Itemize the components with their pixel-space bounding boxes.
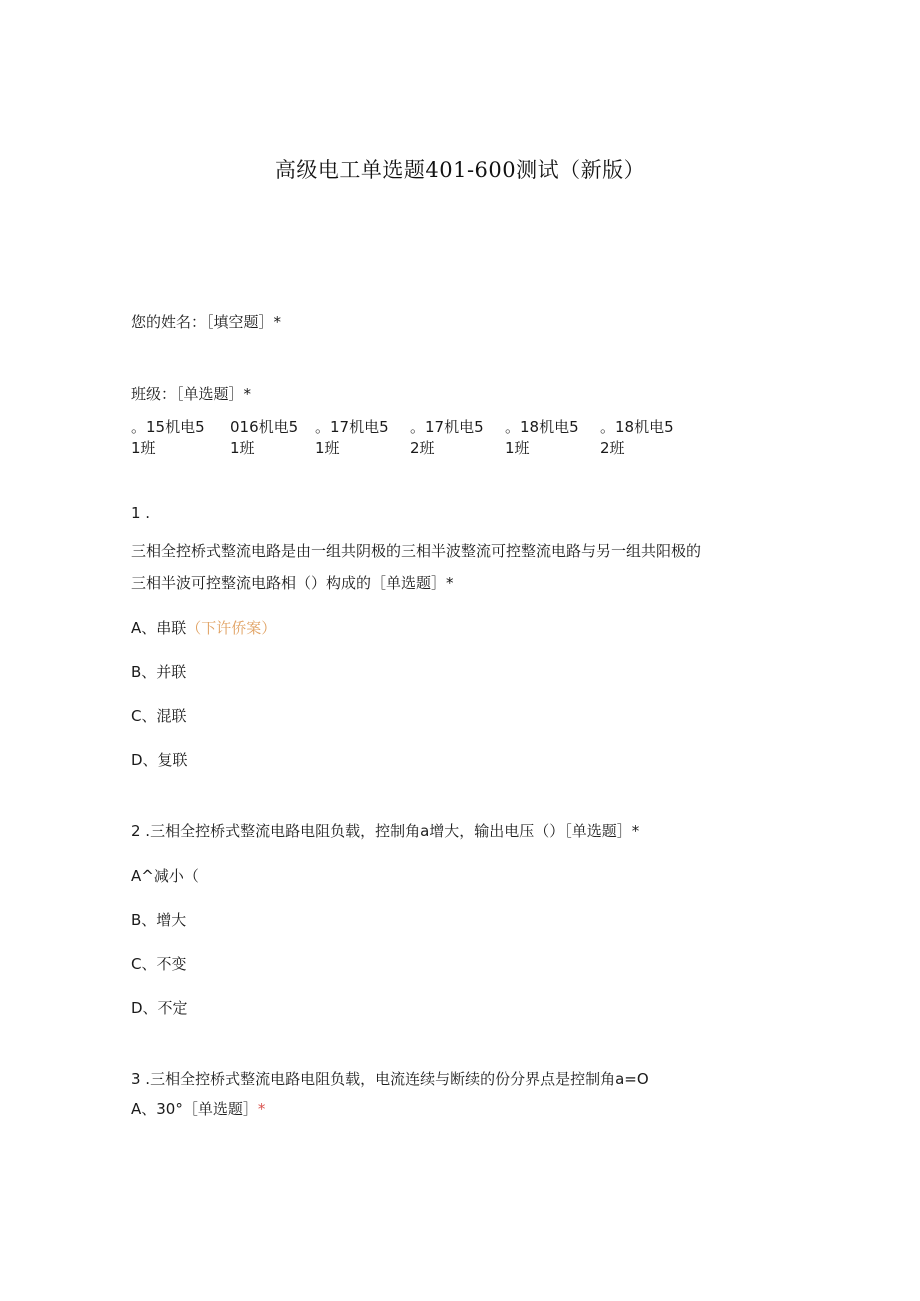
class-option-3[interactable] xyxy=(315,417,389,459)
question-2-option-c[interactable]: C、不变 xyxy=(131,955,187,973)
class-option-text: 。17机电5 xyxy=(315,418,389,436)
class-option-1[interactable] xyxy=(131,417,205,459)
class-option-text: 016机电5 xyxy=(230,418,299,436)
question-1-option-a[interactable] xyxy=(131,618,276,638)
question-1-text-line1: 三相全控桥式整流电路是由一组共阴极的三相半波整流可控整流电路与另一组共阳极的 xyxy=(131,542,702,560)
option-label: A、串联 xyxy=(131,619,187,637)
class-option-text: 。18机电5 xyxy=(600,418,674,436)
question-2-text: 2 .三相全控桥式整流电路电阻负载，控制角a增大，输出电压（）［单选题］* xyxy=(131,822,640,840)
question-1-number: 1 . xyxy=(131,504,151,522)
class-option-text: 。17机电5 xyxy=(410,418,484,436)
question-1-option-d[interactable]: D、复联 xyxy=(131,751,188,769)
question-2-option-a[interactable]: A^减小（ xyxy=(131,867,199,885)
class-option-text: 。18机电5 xyxy=(505,418,579,436)
class-option-text: 1班 xyxy=(505,439,530,457)
question-1-option-b[interactable]: B、并联 xyxy=(131,663,187,681)
option-label: A、30°［单选题］ xyxy=(131,1100,258,1118)
question-1-option-c[interactable]: C、混联 xyxy=(131,707,187,725)
class-option-text: 。15机电5 xyxy=(131,418,205,436)
class-field-label: 班级：［单选题］* xyxy=(131,385,252,403)
class-option-6[interactable] xyxy=(600,417,674,459)
class-option-text: 1班 xyxy=(315,439,340,457)
name-field-label: 您的姓名：［填空题］* xyxy=(131,313,282,331)
class-option-text: 1班 xyxy=(131,439,156,457)
question-2-option-b[interactable]: B、增大 xyxy=(131,911,187,929)
question-1-text-line2: 三相半波可控整流电路相（）构成的［单选题］* xyxy=(131,574,454,592)
class-option-text: 2班 xyxy=(410,439,435,457)
required-mark: * xyxy=(257,1100,266,1118)
question-3-option-a[interactable] xyxy=(131,1099,265,1119)
class-option-2[interactable] xyxy=(230,417,298,459)
class-option-text: 1班 xyxy=(230,439,255,457)
question-3-text: 3 .三相全控桥式整流电路电阻负载，电流连续与断续的份分界点是控制角a=O xyxy=(131,1070,649,1088)
question-2-option-d[interactable]: D、不定 xyxy=(131,999,188,1017)
page-title: 高级电工单选题401-600测试（新版） xyxy=(274,158,646,182)
class-option-4[interactable] xyxy=(410,417,484,459)
class-option-text: 2班 xyxy=(600,439,625,457)
answer-note: （下许侨案） xyxy=(186,619,277,637)
class-option-5[interactable] xyxy=(505,417,579,459)
